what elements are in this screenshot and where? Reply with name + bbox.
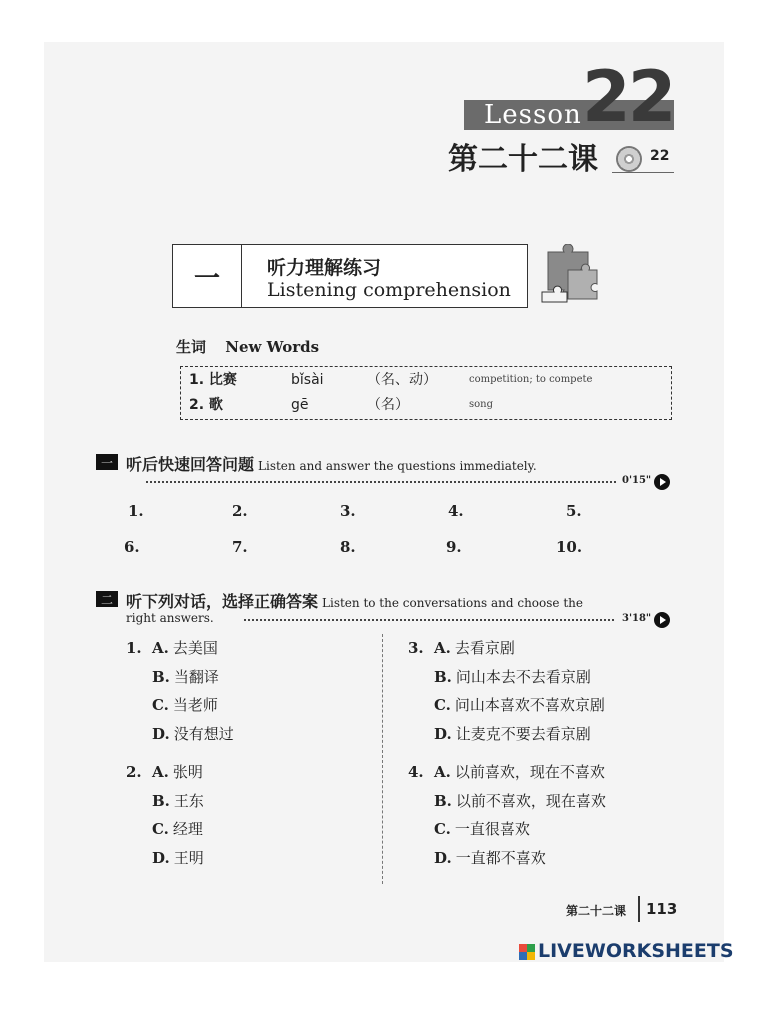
question-number: 2. bbox=[232, 502, 248, 520]
dotted-divider bbox=[244, 619, 614, 621]
brand-name: LIVEWORKSHEETS bbox=[538, 940, 734, 962]
exercise-1-title-cn: 听后快速回答问题 bbox=[126, 455, 255, 474]
column-divider bbox=[382, 634, 383, 884]
part-of-speech: （名、动） bbox=[367, 372, 437, 388]
audio-time: 0'15" bbox=[622, 475, 652, 486]
option-text[interactable]: 王东 bbox=[173, 791, 204, 810]
section-header bbox=[172, 244, 528, 308]
word: 1. 比赛 bbox=[189, 372, 237, 388]
new-words-title-en: New Words bbox=[225, 338, 320, 356]
option-label[interactable]: A. bbox=[434, 763, 451, 781]
option-label[interactable]: C. bbox=[152, 820, 169, 838]
question-1 bbox=[126, 634, 234, 748]
lesson-number: 22 bbox=[582, 56, 674, 138]
exercise-1-title bbox=[126, 452, 537, 475]
question-number: 4. bbox=[448, 502, 464, 520]
question-number: 10. bbox=[556, 538, 583, 556]
lesson-title: 第二十二课 bbox=[448, 142, 598, 177]
footer-divider bbox=[638, 896, 640, 922]
option-text[interactable]: 王明 bbox=[173, 848, 204, 867]
exercise-2-title bbox=[126, 589, 583, 612]
option-text[interactable]: 去美国 bbox=[172, 639, 218, 657]
exercise-2-title-cn: 听下列对话，选择正确答案 bbox=[126, 592, 319, 611]
footer-lesson: 第二十二课 bbox=[566, 904, 627, 918]
option-text[interactable]: 让麦克不要去看京剧 bbox=[455, 724, 591, 743]
question-number: 4. bbox=[408, 763, 424, 781]
option-text[interactable]: 一直都不喜欢 bbox=[455, 848, 546, 867]
option-label[interactable]: D. bbox=[152, 724, 170, 743]
list-item bbox=[189, 368, 669, 392]
option-label[interactable]: D. bbox=[152, 848, 170, 867]
question-number: 7. bbox=[232, 538, 248, 556]
option-text[interactable]: 没有想过 bbox=[173, 724, 234, 743]
option-text[interactable]: 去看京剧 bbox=[454, 639, 515, 657]
play-icon[interactable] bbox=[654, 612, 670, 628]
option-label[interactable]: B. bbox=[152, 791, 170, 810]
divider bbox=[612, 172, 674, 173]
new-words-title bbox=[176, 336, 319, 357]
section-title-cn: 听力理解练习 bbox=[267, 257, 382, 279]
exercise-2-title-en-cont: right answers. bbox=[126, 611, 214, 625]
option-text[interactable]: 以前喜欢，现在不喜欢 bbox=[454, 763, 605, 781]
section-title-en: Listening comprehension bbox=[267, 279, 511, 301]
liveworksheets-logo-icon bbox=[519, 944, 535, 960]
question-3 bbox=[408, 634, 605, 748]
meaning: competition; to compete bbox=[469, 374, 593, 385]
puzzle-icon bbox=[540, 244, 602, 308]
play-icon[interactable] bbox=[654, 474, 670, 490]
option-label[interactable]: B. bbox=[434, 667, 452, 686]
new-words-title-cn: 生词 bbox=[176, 338, 207, 356]
question-number: 3. bbox=[340, 502, 356, 520]
option-label[interactable]: A. bbox=[152, 639, 169, 657]
question-number: 6. bbox=[124, 538, 140, 556]
question-number: 2. bbox=[126, 763, 142, 781]
option-label[interactable]: B. bbox=[434, 791, 452, 810]
exercise-badge: 二 bbox=[96, 591, 118, 607]
section-number: 一 bbox=[173, 245, 242, 307]
option-text[interactable]: 一直很喜欢 bbox=[454, 820, 530, 838]
new-words-box bbox=[180, 366, 672, 420]
question-4 bbox=[408, 758, 606, 872]
question-number: 3. bbox=[408, 639, 424, 657]
exercise-2-title-en: Listen to the conversations and choose the bbox=[322, 596, 583, 610]
page-number: 113 bbox=[646, 900, 678, 918]
dotted-divider bbox=[146, 481, 616, 483]
list-item bbox=[189, 393, 669, 417]
option-text[interactable]: 问山本喜欢不喜欢京剧 bbox=[454, 696, 605, 714]
lesson-word: Lesson bbox=[484, 100, 582, 130]
question-number: 5. bbox=[566, 502, 582, 520]
option-label[interactable]: C. bbox=[434, 820, 451, 838]
exercise-badge: 一 bbox=[96, 454, 118, 470]
audio-time: 3'18" bbox=[622, 613, 652, 624]
question-number: 9. bbox=[446, 538, 462, 556]
question-number: 1. bbox=[128, 502, 144, 520]
option-text[interactable]: 当老师 bbox=[172, 696, 218, 714]
track-number: 22 bbox=[650, 148, 670, 164]
option-text[interactable]: 以前不喜欢，现在喜欢 bbox=[455, 791, 606, 810]
option-label[interactable]: D. bbox=[434, 724, 452, 743]
exercise-1-title-en: Listen and answer the questions immediately. bbox=[258, 459, 537, 473]
pinyin: gē bbox=[291, 397, 309, 413]
option-text[interactable]: 经理 bbox=[172, 820, 203, 838]
meaning: song bbox=[469, 399, 493, 410]
pinyin: bǐsài bbox=[291, 372, 324, 388]
part-of-speech: （名） bbox=[367, 397, 409, 413]
option-label[interactable]: A. bbox=[434, 639, 451, 657]
word: 2. 歌 bbox=[189, 397, 223, 413]
question-number: 1. bbox=[126, 639, 142, 657]
cd-icon bbox=[616, 146, 642, 172]
option-text[interactable]: 张明 bbox=[172, 763, 203, 781]
question-number: 8. bbox=[340, 538, 356, 556]
question-2 bbox=[126, 758, 204, 872]
option-label[interactable]: C. bbox=[434, 696, 451, 714]
option-text[interactable]: 当翻译 bbox=[173, 667, 219, 686]
option-label[interactable]: A. bbox=[152, 763, 169, 781]
option-label[interactable]: B. bbox=[152, 667, 170, 686]
option-label[interactable]: C. bbox=[152, 696, 169, 714]
option-label[interactable]: D. bbox=[434, 848, 452, 867]
option-text[interactable]: 问山本去不去看京剧 bbox=[455, 667, 591, 686]
